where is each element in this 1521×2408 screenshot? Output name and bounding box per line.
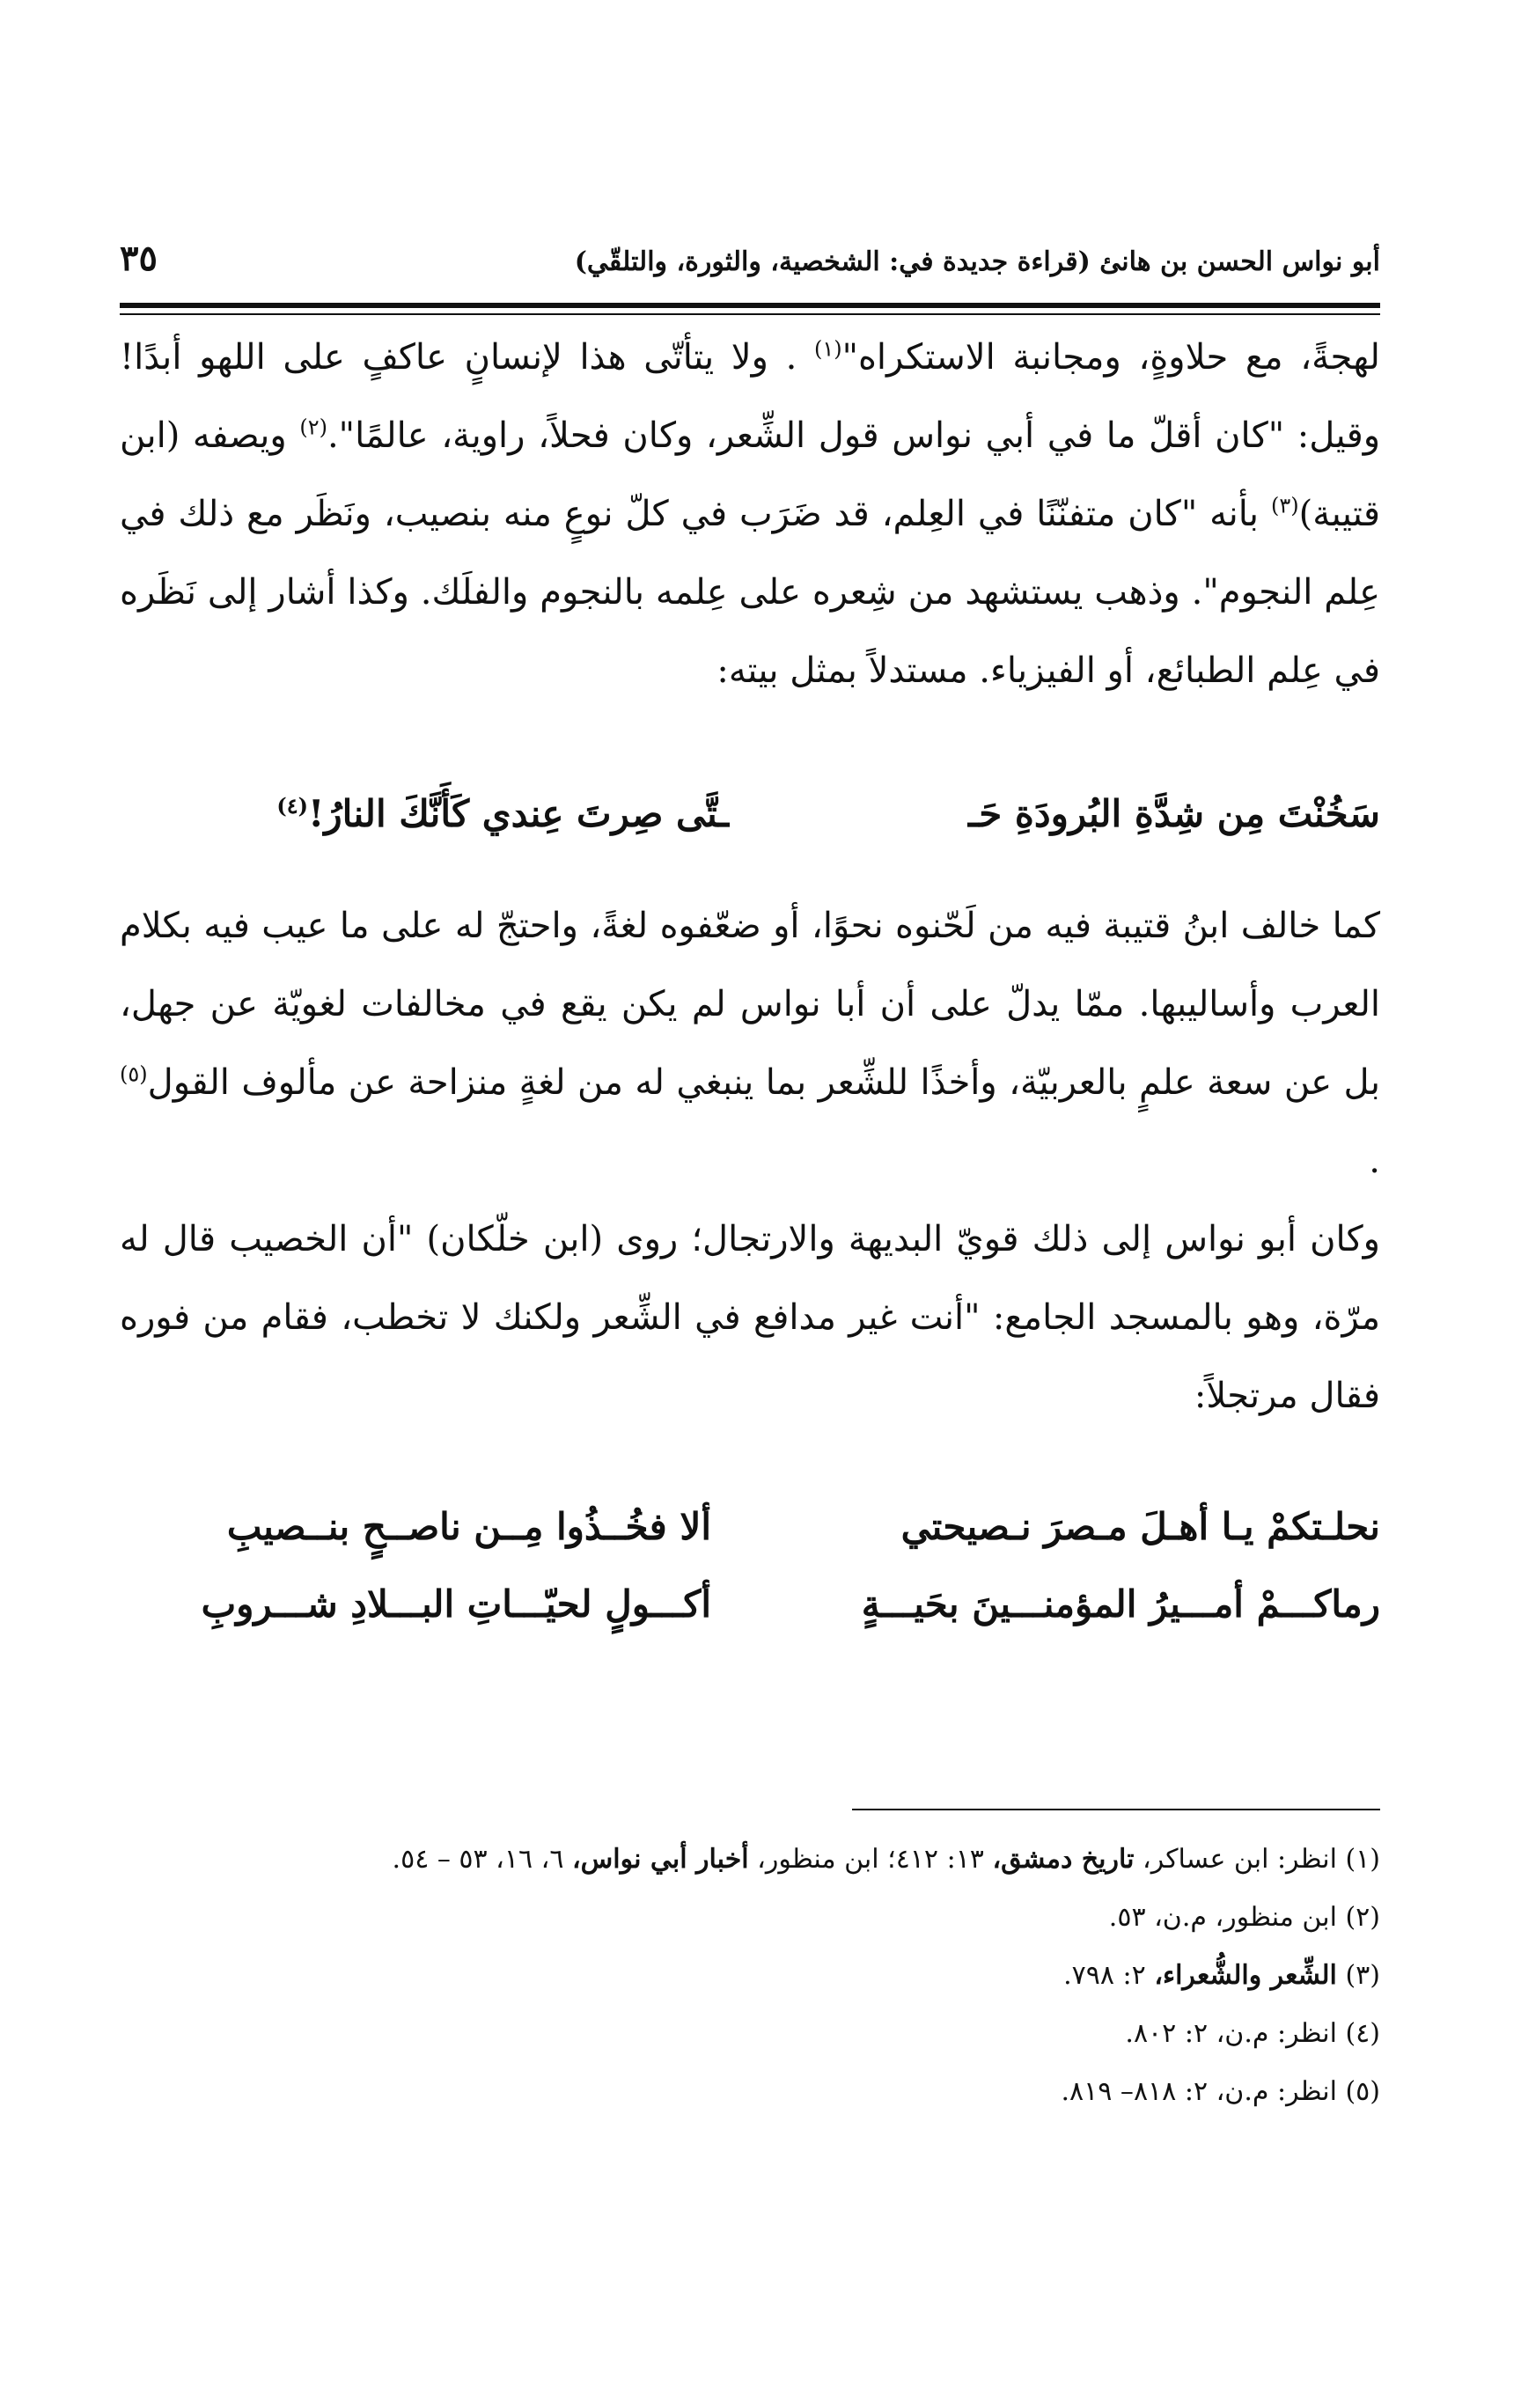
footnote-2	[120, 1889, 1380, 1947]
footnote-3	[120, 1947, 1380, 2005]
footnote-ref-5: (٥)	[120, 1061, 148, 1087]
footnote-text: (١) انظر: ابن عساكر،	[1134, 1844, 1380, 1875]
footnote-text: (٥) انظر: م.ن، ٢: ٨١٨– ٨١٩.	[1061, 2076, 1380, 2107]
footnote-text: ٦، ١٦، ٥٣ – ٥٤.	[392, 1844, 572, 1875]
verse-first-hemistich: رماكـــمْ أمـــيرُ المؤمنـــينَ بحَيـــةٍ	[861, 1582, 1380, 1626]
verse1-second-hemistich	[276, 792, 729, 835]
footnote-4	[120, 2005, 1380, 2063]
verse1-second-hemistich-text: ـتَّى صِرتَ عِندي كَأَنَّكَ النارُ!	[307, 792, 729, 835]
verse-second-hemistich: أكـــولٍ لحيّـــاتِ البـــلادِ شـــروبِ	[201, 1582, 711, 1626]
body-paragraph-2	[120, 887, 1380, 1200]
footnote-1	[120, 1831, 1380, 1889]
footnote-text: (٤) انظر: م.ن، ٢: ٨٠٢.	[1125, 2018, 1380, 2049]
verse-second-hemistich: ألا فخُــذُوا مِــن ناصــحٍ بنــصيبِ	[226, 1505, 711, 1548]
verse-first-hemistich: نحلـتكمْ يـا أهـلَ مـصرَ نـصيحتي	[900, 1505, 1380, 1548]
footnote-ref-2: (٢)	[299, 415, 327, 440]
footnote-source-title: الشِّعر والشُّعراء،	[1154, 1960, 1337, 1991]
footnote-text: (٣)	[1336, 1960, 1380, 1991]
paragraph1-part-c: ويصفه (ابن قتيبة)	[120, 415, 1380, 534]
body-paragraph-3: وكان أبو نواس إلى ذلك قويّ البديهة والارتجال؛ روى (ابن خلّكان) "أن الخصيب قال له مرّة، وهو بالمسجد الجامع: "أنت غير مدافع في الشِّعر ولكنك لا تخطب، فقام من فوره فقال مرتجلاً:	[120, 1219, 1380, 1416]
paragraph1-part-b: . ولا يتأتّى هذا لإنسانٍ عاكفٍ على اللهو أبدًا! وقيل: "كان أقلّ ما في أبي نواس قول الشِّعر، وكان فحلاً، راوية، عالمًا".	[120, 337, 1381, 456]
body-paragraph-1	[120, 319, 1380, 710]
footnote-source-title: أخبار أبي نواس،	[571, 1844, 749, 1875]
paragraph1-part-a: لهجةً، مع حلاوةٍ، ومجانبة الاستكراه"	[841, 337, 1380, 378]
header-rule-thin	[120, 313, 1380, 315]
paragraph1-part-d: بأنه "كان متفنّنًا في العِلم، قد ضَرَب في كلّ نوعٍ منه بنصيب، ونَظَر مع ذلك في عِلم النجوم". وذهب يستشهد من شِعره على عِلمه بالنجوم والفلَك. وكذا أشار إلى نَظَره في عِلم الطبائع، أو الفيزياء. مستدلاً بمثل بيته:	[120, 494, 1380, 691]
footnote-text: ٢: ٧٩٨.	[1063, 1960, 1155, 1991]
verse-row	[120, 1505, 1380, 1582]
footnotes	[120, 1831, 1380, 2121]
verse-block-2	[120, 1505, 1380, 1660]
footnote-text: (٢) ابن منظور، م.ن، ٥٣.	[1108, 1902, 1380, 1933]
verse-row	[120, 1582, 1380, 1660]
footnote-ref-4: (٤)	[276, 793, 308, 819]
running-header	[120, 238, 1380, 290]
header-rule-thick	[120, 303, 1380, 308]
page-number: ٣٥	[120, 238, 158, 279]
footnote-source-title: تاريخ دمشق،	[992, 1844, 1135, 1875]
verse1-first-hemistich: سَخُنْتَ مِن شِدَّةِ البُرودَةِ حَـ	[968, 792, 1380, 835]
paragraph2-part-a: كما خالف ابنُ قتيبة فيه من لَحّنوه نحوًا، أو ضعّفوه لغةً، واحتجّ له على ما عيب فيه بكلام العرب وأساليبها. ممّا يدلّ على أن أبا نواس لم يكن يقع في مخالفات لغويّة عن جهل، بل عن سعة علمٍ بالعربيّة، وأخذًا للشِّعر بما ينبغي له من لغةٍ منزاحة عن مألوف القول	[120, 906, 1381, 1103]
footnote-text: ١٣: ٤١٢؛ ابن منظور،	[748, 1844, 993, 1875]
footnote-ref-3: (٣)	[1270, 493, 1299, 518]
verse-line-1	[120, 792, 1380, 863]
body-paragraphs-2	[120, 887, 1380, 1435]
running-header-title: أبو نواس الحسن بن هانئ (قراءة جديدة في: الشخصية، والثورة، والتلقّي)	[574, 246, 1380, 277]
footnote-5	[120, 2063, 1380, 2121]
paragraph2-part-b: .	[1369, 1141, 1380, 1181]
footnote-separator	[852, 1809, 1380, 1810]
footnote-ref-1: (١)	[813, 336, 842, 362]
